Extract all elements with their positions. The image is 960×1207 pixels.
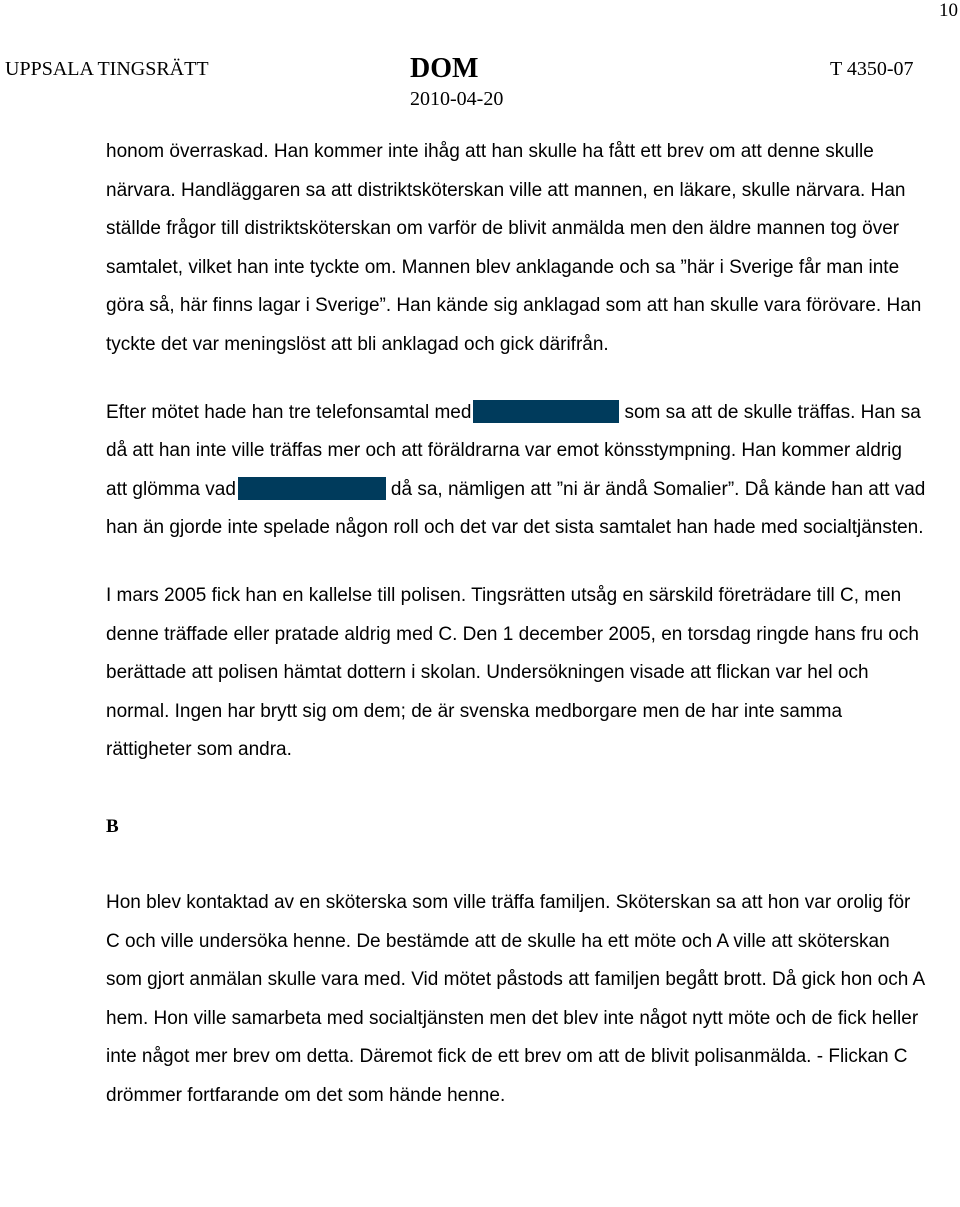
- paragraph-gap: [106, 365, 926, 394]
- paragraph-text-segment: Efter mötet hade han tre telefonsamtal med: [106, 401, 472, 423]
- paragraph-text-segment: som sa att de skulle träffas. Han sa då att han inte ville träffas mer och att föräldrarna var emot könsstympning. Han kommer aldrig att glömma vad: [106, 401, 921, 500]
- redaction-block: [238, 477, 386, 500]
- paragraph-text-segment: då sa, nämligen att ”ni är ändå Somalier”. Då kände han att vad han än gjorde inte spelade någon roll och det var det sista samtalet han hade med socialtjänsten.: [106, 478, 926, 539]
- paragraph-testimony-1: honom överraskad. Han kommer inte ihåg att han skulle ha fått ett brev om att denne skulle närvara. Handläggaren sa att distriktsköterskan ville att mannen, en läkare, skulle närvara. Han ställde frågor till distriktsköterskan om varför de blivit anmälda men den äldre mannen tog över samtalet, vilket han inte tyckte om. Mannen blev anklagande och sa ”här i Sverige får man inte göra så, här finns lagar i Sverige”. Han kände sig anklagad som att han skulle vara förövare. Han tyckte det var meningslöst att bli anklagad och gick därifrån.: [106, 141, 922, 355]
- redaction-block: [473, 400, 619, 423]
- paragraph-testimony-3: I mars 2005 fick han en kallelse till polisen. Tingsrätten utsåg en särskild företrädare till C, men denne träffade eller pratade aldrig med C. Den 1 december 2005, en torsdag ringde hans fru och berättade att polisen hämtat dottern i skolan. Undersökningen visade att flickan var hel och normal. Ingen har brytt sig om dem; de är svenska medborgare men de har inte samma rättigheter som andra.: [106, 584, 919, 761]
- section-heading-b: B: [106, 815, 119, 837]
- paragraph-gap: [106, 846, 926, 884]
- document-header: [0, 53, 960, 123]
- paragraph-gap: [106, 770, 926, 808]
- paragraph-gap: [106, 548, 926, 577]
- paragraph-testimony-2: [106, 394, 926, 548]
- court-name: UPPSALA TINGSRÄTT: [5, 58, 209, 80]
- document-type: DOM: [410, 53, 479, 84]
- page-number: 10: [939, 0, 958, 21]
- case-number: T 4350-07: [830, 58, 914, 80]
- document-date: 2010-04-20: [410, 88, 504, 110]
- paragraph-testimony-b: Hon blev kontaktad av en sköterska som ville träffa familjen. Sköterskan sa att hon var orolig för C och ville undersöka henne. De bestämde att de skulle ha ett möte och A ville att sköterskan som gjort anmälan skulle vara med. Vid mötet påstods att familjen begått brott. Då gick hon och A hem. Hon ville samarbeta med socialtjänsten men det blev inte något nytt möte och de fick heller inte något mer brev om detta. Däremot fick de ett brev om att de blivit polisanmälda. - Flickan C drömmer fortfarande om det som hände henne.: [106, 891, 925, 1106]
- document-body: [106, 133, 926, 1115]
